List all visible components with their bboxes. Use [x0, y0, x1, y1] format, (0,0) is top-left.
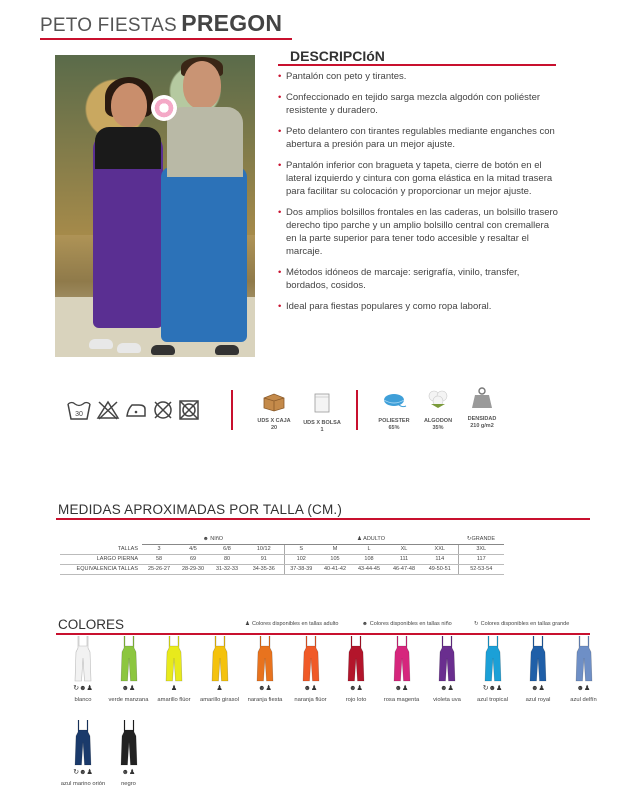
care-icons: [66, 398, 206, 422]
colors-underline: [56, 633, 590, 635]
colors-heading: COLORES: [58, 617, 125, 632]
overall-icon: [393, 636, 411, 682]
overall-icon: [165, 636, 183, 682]
color-name: azul delfín: [570, 697, 597, 703]
bag-units: [302, 392, 342, 434]
wash-30-icon: [66, 399, 92, 421]
bag-units-value: 1: [320, 427, 324, 433]
color-name: amarillo flúor: [157, 697, 191, 703]
size-cell: 3XL: [458, 544, 504, 554]
equiv-cell: 37-38-39: [284, 564, 318, 574]
group-large: ↻GRANDE: [458, 534, 504, 544]
color-swatch: [151, 636, 197, 704]
description-underline: [278, 64, 556, 66]
color-swatch: [197, 636, 243, 704]
overall-icon: [211, 636, 229, 682]
length-cell: 91: [244, 554, 284, 564]
size-cell: XL: [386, 544, 422, 554]
title-prefix: PETO FIESTAS: [40, 15, 177, 36]
description-heading: DESCRIPCIóN: [290, 48, 385, 64]
availability-icons: ☻♟: [440, 685, 454, 692]
legend-adult: ♟ Colores disponibles en tallas adulto: [245, 621, 339, 627]
polyester-label: POLIESTER: [378, 418, 410, 424]
description-list: [278, 70, 560, 321]
availability-icons: ☻♟: [121, 685, 136, 692]
density-label: DENSIDAD: [467, 416, 497, 422]
density-value: 210 g/m2: [470, 423, 494, 429]
overall-icon: [575, 636, 593, 682]
box-units: [256, 392, 292, 432]
color-swatch: [561, 636, 607, 704]
no-dry-clean-icon: [152, 399, 174, 421]
equiv-cell: 43-44-45: [352, 564, 386, 574]
length-cell: 108: [352, 554, 386, 564]
color-swatch: [333, 636, 379, 704]
color-name: negro: [121, 781, 136, 787]
color-name: naranja flúor: [294, 697, 327, 703]
overall-icon: [256, 636, 274, 682]
child-face-icon: ☻: [362, 621, 368, 627]
size-cell: S: [284, 544, 318, 554]
color-name: azul royal: [525, 697, 551, 703]
polyester-value: 65%: [388, 425, 400, 431]
fabric-density: [462, 386, 502, 430]
overall-icon: [120, 636, 138, 682]
overall-icon: [484, 636, 502, 682]
thread-spool-icon: [380, 388, 408, 412]
color-swatch: [470, 636, 516, 704]
adult-figure-icon: ♟: [245, 621, 250, 627]
availability-icons: ♟: [170, 685, 178, 692]
color-name: rojo loto: [345, 697, 367, 703]
color-name: azul marino orión: [60, 781, 106, 787]
cotton-label: ALGODON: [423, 418, 453, 424]
overall-icon: [347, 636, 365, 682]
color-swatch: [60, 720, 106, 788]
box-units-label: UDS X CAJA: [257, 418, 291, 424]
divider: [231, 390, 233, 430]
color-name: amarillo girasol: [200, 697, 239, 703]
availability-icons: ☻♟: [349, 685, 363, 692]
group-child: ☻ NIñO: [142, 534, 284, 544]
description-item: • Peto delantero con tirantes regulables mediante enganches con abertura a presión para un mejor ajuste.: [278, 125, 560, 151]
color-name: azul tropical: [477, 697, 508, 703]
adult-figure-icon: ♟: [357, 535, 362, 542]
color-swatch: [242, 636, 288, 704]
equiv-cell: 52-53-54: [458, 564, 504, 574]
iron-icon: [124, 399, 148, 421]
color-name: rosa magenta: [383, 697, 420, 703]
size-cell: XXL: [422, 544, 458, 554]
size-cell: 3: [142, 544, 176, 554]
color-swatch: [106, 720, 152, 788]
availability-icons: ☻♟: [531, 685, 545, 692]
color-swatch: [288, 636, 334, 704]
equiv-cell: 31-32-33: [210, 564, 244, 574]
divider: [356, 390, 358, 430]
no-bleach-icon: [96, 399, 120, 421]
color-name: violeta uva: [433, 697, 461, 703]
availability-icons: ☻♟: [258, 685, 272, 692]
row-label-largo: LARGO PIERNA: [60, 554, 142, 564]
description-item: • Pantalón inferior con bragueta y tapeta, cierre de botón en el lateral izquierdo y cintura con goma elástica en la mitad trasera para facilitar su colocación y proporcionar un mejor ajuste.: [278, 159, 560, 198]
size-cell: L: [352, 544, 386, 554]
availability-icons: ☻♟: [121, 769, 136, 776]
size-cell: 6/8: [210, 544, 244, 554]
equiv-cell: 28-29-30: [176, 564, 210, 574]
length-cell: 111: [386, 554, 422, 564]
box-icon: [262, 392, 286, 412]
color-swatch: [379, 636, 425, 704]
no-tumble-dry-icon: [178, 399, 200, 421]
row-label-equiv: EQUIVALENCIA TALLAS: [60, 564, 142, 574]
cotton-flower-icon: [425, 386, 451, 412]
length-cell: 114: [422, 554, 458, 564]
equiv-cell: 25-26-27: [142, 564, 176, 574]
overall-icon: [529, 636, 547, 682]
child-face-icon: ☻: [202, 535, 209, 542]
polyester-composition: [374, 388, 414, 432]
color-swatch: [60, 636, 106, 704]
color-name: blanco: [74, 697, 92, 703]
row-label-tallas: TALLAS: [60, 544, 142, 554]
weight-icon: [471, 386, 493, 410]
availability-icons: ↻☻♟: [73, 769, 93, 776]
length-cell: 102: [284, 554, 318, 564]
large-size-icon: ↻: [466, 535, 472, 542]
length-cell: 117: [458, 554, 504, 564]
bag-icon: [312, 392, 332, 414]
legend-large: ↻ Colores disponibles en tallas grande: [474, 621, 570, 627]
large-size-icon: ↻: [474, 621, 479, 627]
group-adult: ♟ ADULTO: [284, 534, 458, 544]
color-swatch: [515, 636, 561, 704]
color-swatch: [106, 636, 152, 704]
availability-icons: ♟: [216, 685, 223, 692]
description-item: • Ideal para fiestas populares y como ropa laboral.: [278, 300, 560, 313]
box-units-value: 20: [270, 425, 278, 431]
cotton-composition: [418, 386, 458, 432]
sizes-underline: [56, 518, 590, 520]
length-cell: 69: [176, 554, 210, 564]
page-title: [40, 10, 292, 40]
equiv-cell: 34-35-36: [244, 564, 284, 574]
length-cell: 80: [210, 554, 244, 564]
availability-icons: ☻♟: [303, 685, 318, 692]
sizes-table: [60, 534, 504, 575]
color-name: verde manzana: [108, 697, 149, 703]
availability-icons: ☻♟: [576, 685, 591, 692]
size-cell: 10/12: [244, 544, 284, 554]
overall-icon: [120, 720, 138, 766]
description-item: • Métodos idóneos de marcaje: serigrafía, vinilo, transfer, bordados, cosidos.: [278, 266, 560, 292]
overall-icon: [74, 636, 92, 682]
title-product: PREGON: [181, 10, 283, 36]
availability-icons: ↻☻♟: [73, 685, 93, 692]
description-item: • Confeccionado en tejido sarga mezcla algodón con poliéster resistente y duradero.: [278, 91, 560, 117]
overall-icon: [74, 720, 92, 766]
cotton-value: 35%: [432, 425, 444, 431]
availability-icons: ☻♟: [394, 685, 409, 692]
bag-units-label: UDS X BOLSA: [303, 420, 341, 426]
availability-icons: ↻☻♟: [482, 685, 503, 692]
title-underline: [40, 38, 292, 40]
overall-icon: [438, 636, 456, 682]
equiv-cell: 49-50-51: [422, 564, 458, 574]
overall-icon: [302, 636, 320, 682]
equiv-cell: 46-47-48: [386, 564, 422, 574]
color-swatch: [424, 636, 470, 704]
description-item: • Pantalón con peto y tirantes.: [278, 70, 560, 83]
length-cell: 105: [318, 554, 352, 564]
size-cell: M: [318, 544, 352, 554]
sizes-heading: MEDIDAS APROXIMADAS POR TALLA (CM.): [58, 502, 343, 517]
size-cell: 4/5: [176, 544, 210, 554]
wash-temp-label: 30: [75, 411, 83, 418]
product-photo: [55, 55, 255, 357]
length-cell: 58: [142, 554, 176, 564]
description-item: • Dos amplios bolsillos frontales en las caderas, un bolsillo trasero derecho tipo parche y un amplio bolsillo central con cremallera en la parte superior para tener todo accesible y resaltar el marcaje.: [278, 206, 560, 258]
equiv-cell: 40-41-42: [318, 564, 352, 574]
color-name: naranja fiesta: [247, 697, 283, 703]
legend-child: ☻ Colores disponibles en tallas niño: [362, 621, 452, 627]
